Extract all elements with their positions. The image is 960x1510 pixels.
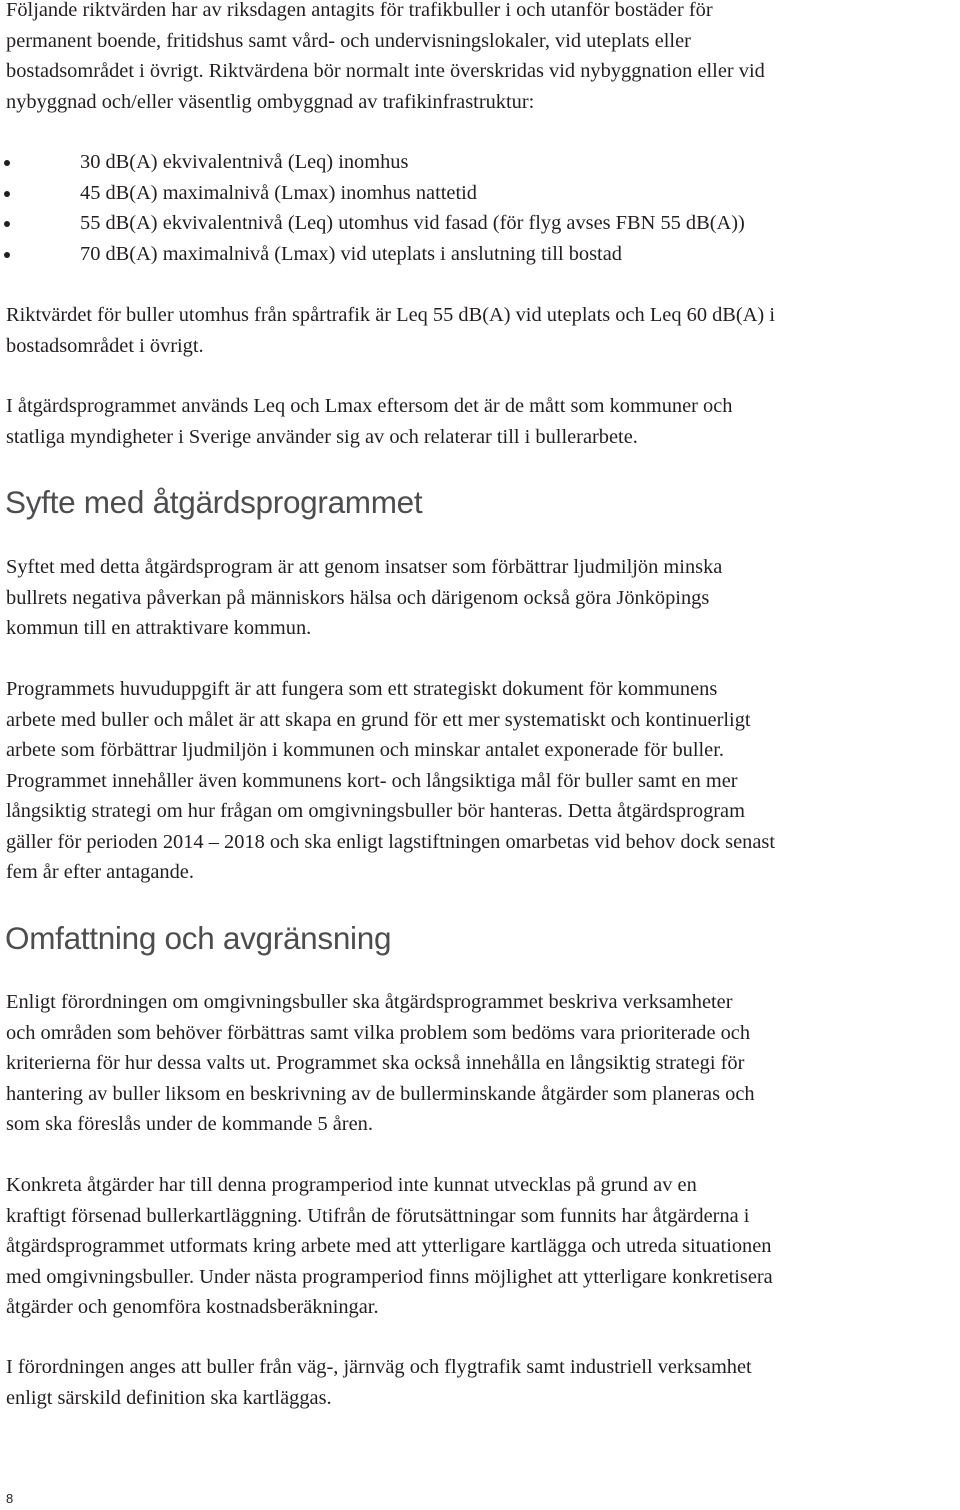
list-item-text: 45 dB(A) maximalnivå (Lmax) inomhus nattetid xyxy=(80,181,477,204)
rail-noise-paragraph: Riktvärdet för buller utomhus från spårtrafik är Leq 55 dB(A) vid uteplats och Leq 60 dB(A) i bostadsområdet i övrigt. xyxy=(6,304,775,357)
bullet-icon xyxy=(4,252,10,258)
program-task-paragraph: Programmets huvuduppgift är att fungera som ett strategiskt dokument för kommunens arbete med buller och målet är att skapa en grund för ett mer systematiskt och kontinuerligt arbete som förbättrar ljudmiljön i kommunen och minskar antalet exponerade för buller. Programmet innehåller även kommunens kort- och långsiktiga mål för buller samt en mer långsiktig strategi om hur frågan om omgivningsbuller bör hanteras. Detta åtgärdsprogram gäller för perioden 2014 – 2018 och ska enligt lagstiftningen omarbetas vid behov dock senast fem år efter antagande. xyxy=(6,678,775,883)
measures-paragraph: I åtgärdsprogrammet används Leq och Lmax eftersom det är de mått som kommuner och statliga myndigheter i Sverige använder sig av och relaterar till i bullerarbete. xyxy=(6,395,733,448)
list-item-text: 55 dB(A) ekvivalentnivå (Leq) utomhus vid fasad (för flyg avses FBN 55 dB(A)) xyxy=(80,212,745,235)
list-item xyxy=(0,178,960,209)
mapping-paragraph: I förordningen anges att buller från väg-, järnväg och flygtrafik samt industriell verksamhet enligt särskild definition ska kartläggas. xyxy=(6,1356,752,1409)
page-number: 8 xyxy=(6,1491,14,1506)
list-item-text: 30 dB(A) ekvivalentnivå (Leq) inomhus xyxy=(80,151,409,173)
list-item xyxy=(0,147,960,178)
purpose-paragraph: Syftet med detta åtgärdsprogram är att genom insatser som förbättrar ljudmiljön minska bullrets negativa påverkan på människors hälsa och därigenom också göra Jönköpings kommun till en attraktivare kommun. xyxy=(6,556,723,639)
bullet-icon xyxy=(4,221,10,227)
section-heading-purpose: Syfte med åtgärdsprogrammet xyxy=(5,484,423,520)
intro-paragraph: Följande riktvärden har av riksdagen antagits för trafikbuller i och utanför bostäder för permanent boende, fritidshus samt vård- och undervisningslokaler, vid uteplats eller bostadsområdet i övrigt. Riktvärdena bör normalt inte överskridas vid nybyggnation eller vid nybyggnad och/eller väsentlig ombyggnad av trafikinfrastruktur: xyxy=(6,0,765,113)
concrete-measures-paragraph: Konkreta åtgärder har till denna programperiod inte kunnat utvecklas på grund av en kraftigt försenad bullerkartläggning. Utifrån de förutsättningar som funnits har åtgärderna i åtgärdsprogrammet utformats kring arbete med att ytterligare kartlägga och utreda situationen med omgivningsbuller. Under nästa programperiod finns möjlighet att ytterligare konkretisera åtgärder och genomföra kostnadsberäkningar. xyxy=(6,1174,773,1318)
scope-paragraph: Enligt förordningen om omgivningsbuller ska åtgärdsprogrammet beskriva verksamheter och områden som behöver förbättras samt vilka problem som bedöms vara prioriterade och kriterierna för hur dessa valts ut. Programmet ska också innehålla en långsiktig strategi för hantering av buller liksom en beskrivning av de bullerminskande åtgärder som planeras och som ska föreslås under de kommande 5 åren. xyxy=(6,991,755,1135)
list-item xyxy=(0,239,960,270)
bullet-icon xyxy=(4,191,10,197)
list-item xyxy=(0,208,960,239)
noise-guideline-list xyxy=(0,147,960,270)
section-heading-scope: Omfattning och avgränsning xyxy=(5,920,392,956)
bullet-icon xyxy=(4,160,10,166)
list-item-text: 70 dB(A) maximalnivå (Lmax) vid uteplats i anslutning till bostad xyxy=(80,243,622,266)
